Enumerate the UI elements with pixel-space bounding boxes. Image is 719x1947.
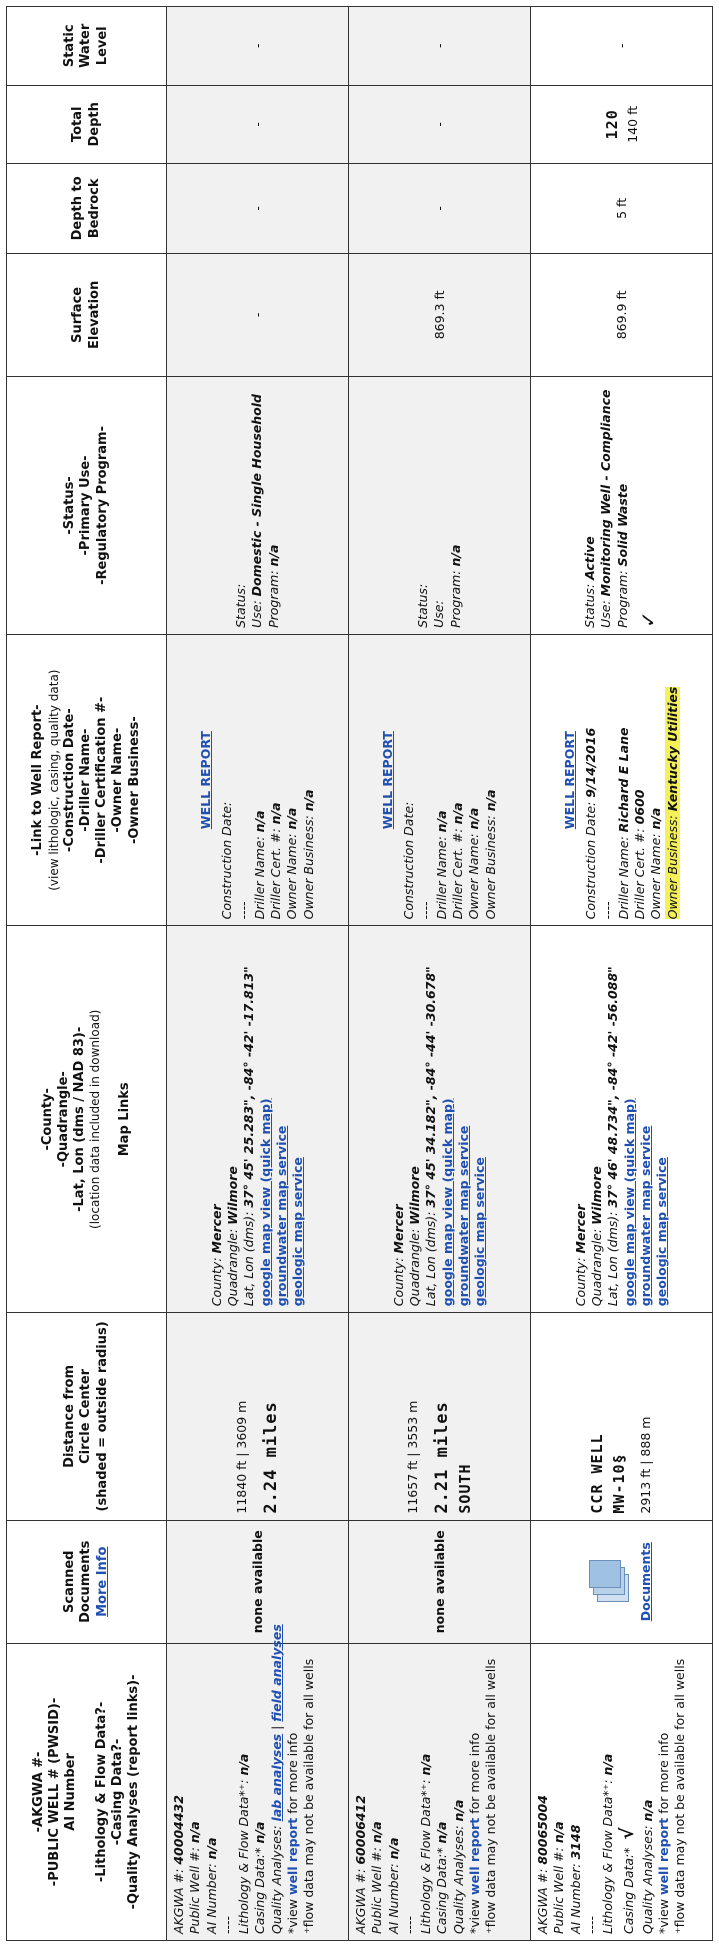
geologic-map-link[interactable]: geologic map service (290, 1157, 305, 1307)
handwritten-note: MW-10§ (610, 1453, 629, 1514)
lab-analyses-link[interactable]: lab analyses (268, 1733, 284, 1822)
distance-cell: CCR WELL MW-10§ 2913 ft | 888 m (531, 1313, 713, 1520)
well-report-cell: WELL REPORT Construction Date: 9/14/2016 ---- Driller Name: Richard E Lane Driller Cert. #: 0600 Owner Name: n/a Owner Business: Kentucky Utilities (531, 634, 713, 926)
total-depth-cell: 120 140 ft (531, 85, 713, 163)
documents-link[interactable]: Documents (637, 1542, 653, 1622)
google-map-link[interactable]: google map view (quick map) (439, 1098, 455, 1307)
well-report-button[interactable]: WELL REPORT (198, 731, 214, 830)
bedrock-cell: - (349, 164, 531, 254)
bedrock-cell: - (167, 164, 349, 254)
header-well-report: -Link to Well Report- (view lithologic, casing, quality data) -Construction Date- -Driller Name- -Driller Certification #- -Owner Name- -Owner Business- (7, 634, 167, 926)
google-map-link[interactable]: google map view (quick map) (257, 1098, 273, 1307)
more-info-link[interactable]: More Info (94, 1546, 110, 1617)
location-cell: County: Mercer Quadrangle: Wilmore Lat, Lon (dms): 37° 45' 25.283", -84° -42' -17.813" google map view (quick map) groundwater map service geologic map service (167, 926, 349, 1313)
header-scanned-documents: Scanned Documents More Info (7, 1520, 167, 1643)
elevation-cell: 869.3 ft (349, 253, 531, 376)
status-cell: Status: Use: Program: n/a (349, 377, 531, 635)
scanned-cell (531, 1520, 713, 1643)
table-row (531, 7, 713, 1941)
handwritten-note: CCR WELL (588, 1433, 607, 1514)
table-row (167, 7, 349, 1941)
well-report-cell: WELL REPORT Construction Date: ---- Driller Name: n/a Driller Cert. #: n/a Owner Name: n/a Owner Business: n/a (349, 634, 531, 926)
header-well-id: -AKGWA #- -PUBLIC WELL # (PWSID)- AI Number -Lithology & Flow Data?- -Casing Data?- -Quality Analyses (report links)- (7, 1643, 167, 1940)
handwritten-note: 120 (603, 109, 621, 140)
static-water-cell: - (531, 7, 713, 86)
distance-cell: 11840 ft | 3609 m 2.24 miles (167, 1313, 349, 1520)
handwritten-check-icon: ✓ (635, 611, 660, 628)
well-report-cell: WELL REPORT Construction Date: ---- Driller Name: n/a Driller Cert. #: n/a Owner Name: n/a Owner Business: n/a (167, 634, 349, 926)
well-report-button[interactable]: WELL REPORT (380, 731, 396, 830)
location-cell: County: Mercer Quadrangle: Wilmore Lat, Lon (dms): 37° 45' 34.182", -84° -44' -30.678" google map view (quick map) groundwater map service geologic map service (349, 926, 531, 1313)
static-water-cell: - (349, 7, 531, 86)
handwritten-note: 2.24 miles (260, 1401, 281, 1514)
header-depth-bedrock: Depth to Bedrock (7, 164, 167, 254)
check-mark-icon: √ (617, 1827, 639, 1840)
header-static-water: Static Water Level (7, 7, 167, 86)
well-report-button[interactable]: WELL REPORT (562, 731, 578, 830)
handwritten-note: 2.21 miles (431, 1401, 452, 1514)
highlighted-owner-business: Kentucky Utilities (664, 686, 680, 812)
geologic-map-link[interactable]: geologic map service (472, 1157, 487, 1307)
header-status: -Status- -Primary Use- -Regulatory Program- (7, 377, 167, 635)
elevation-cell: 869.9 ft (531, 253, 713, 376)
well-id-cell: AKGWA #: 40004432 Public Well #: n/a AI Number: n/a ---- Lithology & Flow Data*⁺: n/a Casing Data:* n/a Quality Analyses: lab analyses | field analyses *view well report for more info ⁺flow data may not be available for all wells (167, 1643, 349, 1940)
distance-cell: 11657 ft | 3553 m 2.21 miles SOUTH (349, 1313, 531, 1520)
status-cell: Status: Use: Domestic - Single Household Program: n/a (167, 377, 349, 635)
bedrock-cell: 5 ft (531, 164, 713, 254)
field-analyses-link[interactable]: field analyses (268, 1624, 284, 1722)
groundwater-map-link[interactable]: groundwater map service (273, 1125, 289, 1307)
header-row (7, 7, 167, 1941)
elevation-cell: - (167, 253, 349, 376)
well-report-link[interactable]: well report (655, 1817, 671, 1895)
documents-icon[interactable] (589, 1560, 629, 1604)
header-location: -County- -Quadrangle- -Lat, Lon (dms / NAD 83)- (location data included in download) Map Links (7, 926, 167, 1313)
google-map-link[interactable]: google map view (quick map) (621, 1098, 637, 1307)
header-surface-elevation: Surface Elevation (7, 253, 167, 376)
header-total-depth: Total Depth (7, 85, 167, 163)
table-row (349, 7, 531, 1941)
total-depth-cell: - (349, 85, 531, 163)
groundwater-map-link[interactable]: groundwater map service (455, 1125, 471, 1307)
well-results-table (6, 6, 713, 1941)
well-report-link[interactable]: well report (466, 1817, 482, 1895)
well-id-cell: AKGWA #: 60006412 Public Well #: n/a AI Number: n/a ---- Lithology & Flow Data*⁺: n/a Casing Data:* n/a Quality Analyses: n/a *view well report for more info ⁺flow data may not be available for all wells (349, 1643, 531, 1940)
location-cell: County: Mercer Quadrangle: Wilmore Lat, Lon (dms): 37° 46' 48.734", -84° -42' -56.088" google map view (quick map) groundwater map service geologic map service (531, 926, 713, 1313)
static-water-cell: - (167, 7, 349, 86)
header-distance: Distance from Circle Center (shaded = outside radius) (7, 1313, 167, 1520)
groundwater-map-link[interactable]: groundwater map service (637, 1125, 653, 1307)
handwritten-note: SOUTH (455, 1463, 474, 1514)
scanned-cell: none available (349, 1520, 531, 1643)
status-cell: Status: Active Use: Monitoring Well - Compliance Program: Solid Waste ✓ (531, 377, 713, 635)
geologic-map-link[interactable]: geologic map service (654, 1157, 669, 1307)
well-report-link[interactable]: well report (284, 1817, 300, 1895)
scanned-cell: none available (167, 1520, 349, 1643)
total-depth-cell: - (167, 85, 349, 163)
well-id-cell: AKGWA #: 80065004 Public Well #: n/a AI Number: 3148 ---- Lithology & Flow Data*⁺: n/a Casing Data:* √ Quality Analyses: n/a *view well report for more info ⁺flow data may not be available for all wells (531, 1643, 713, 1940)
